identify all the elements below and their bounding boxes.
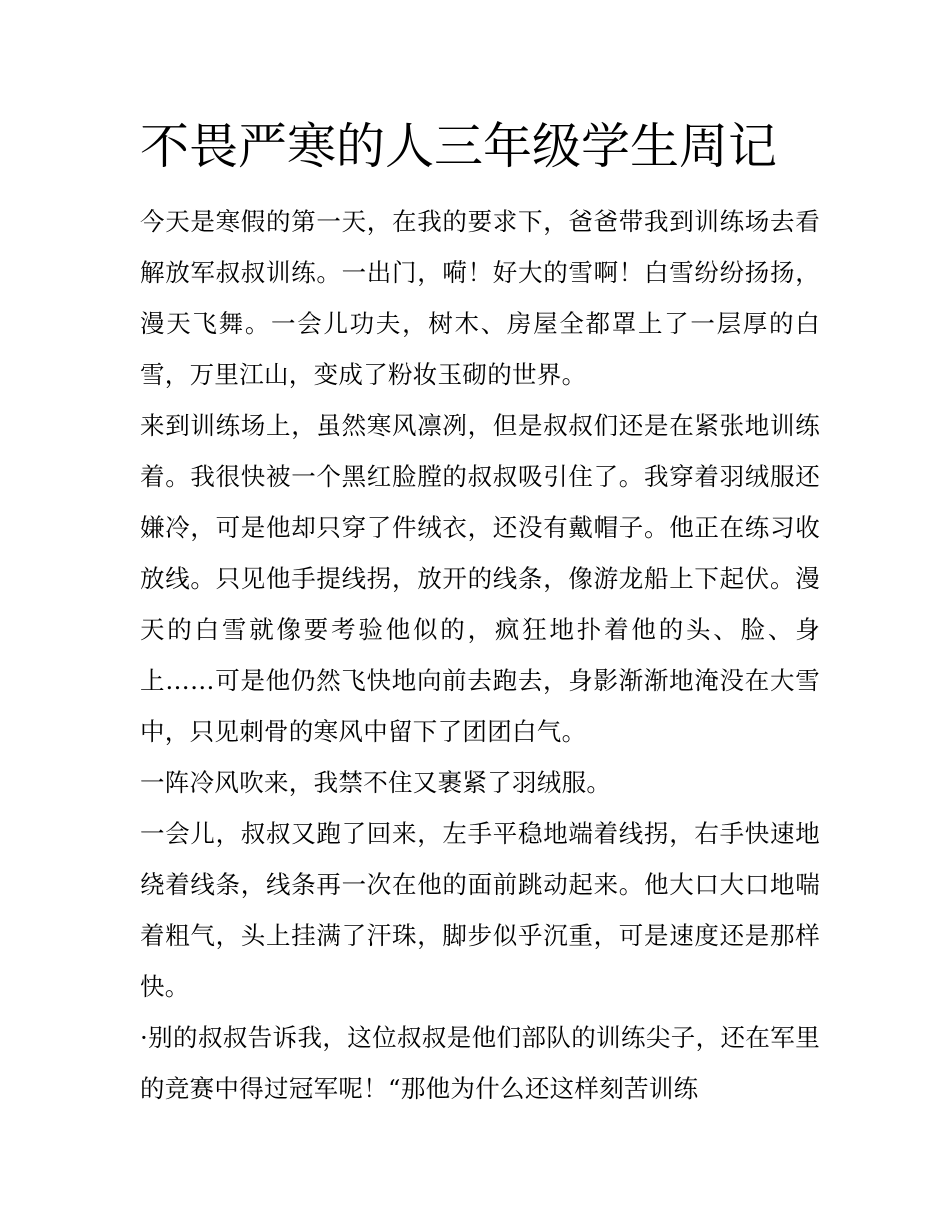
paragraph-1: 今天是寒假的第一天，在我的要求下，爸爸带我到训练场去看解放军叔叔训练。一出门，嗬！好大的雪啊！白雪纷纷扬扬，漫天飞舞。一会儿功夫，树木、房屋全都罩上了一层厚的白雪，万里江山，变成了粉妆玉砌的世界。	[140, 207, 820, 389]
paragraph-3: 一阵冷风吹来，我禁不住又裹紧了羽绒服。	[140, 768, 612, 797]
paragraph-5: ·别的叔叔告诉我，这位叔叔是他们部队的训练尖子，还在军里的竞赛中得过冠军呢！“那他为什么还这样刻苦训练	[140, 1023, 820, 1103]
paragraph-4: 一会儿，叔叔又跑了回来，左手平稳地端着线拐，右手快速地绕着线条，线条再一次在他的面前跳动起来。他大口大口地喘着粗气，头上挂满了汗珠，脚步似乎沉重，可是速度还是那样快。	[140, 819, 820, 1001]
paragraph-2: 来到训练场上，虽然寒风凛冽，但是叔叔们还是在紧张地训练着。我很快被一个黑红脸膛的叔叔吸引住了。我穿着羽绒服还嫌冷，可是他却只穿了件绒衣，还没有戴帽子。他正在练习收放线。只见他手提线拐，放开的线条，像游龙船上下起伏。漫天的白雪就像要考验他似的，疯狂地扑着他的头、脸、身上……可是他仍然飞快地向前去跑去，身影渐渐地淹没在大雪中，只见刺骨的寒风中留下了团团白气。	[140, 411, 820, 746]
document-page	[140, 112, 820, 1114]
document-title: 不畏严寒的人三年级学生周记	[140, 118, 778, 175]
